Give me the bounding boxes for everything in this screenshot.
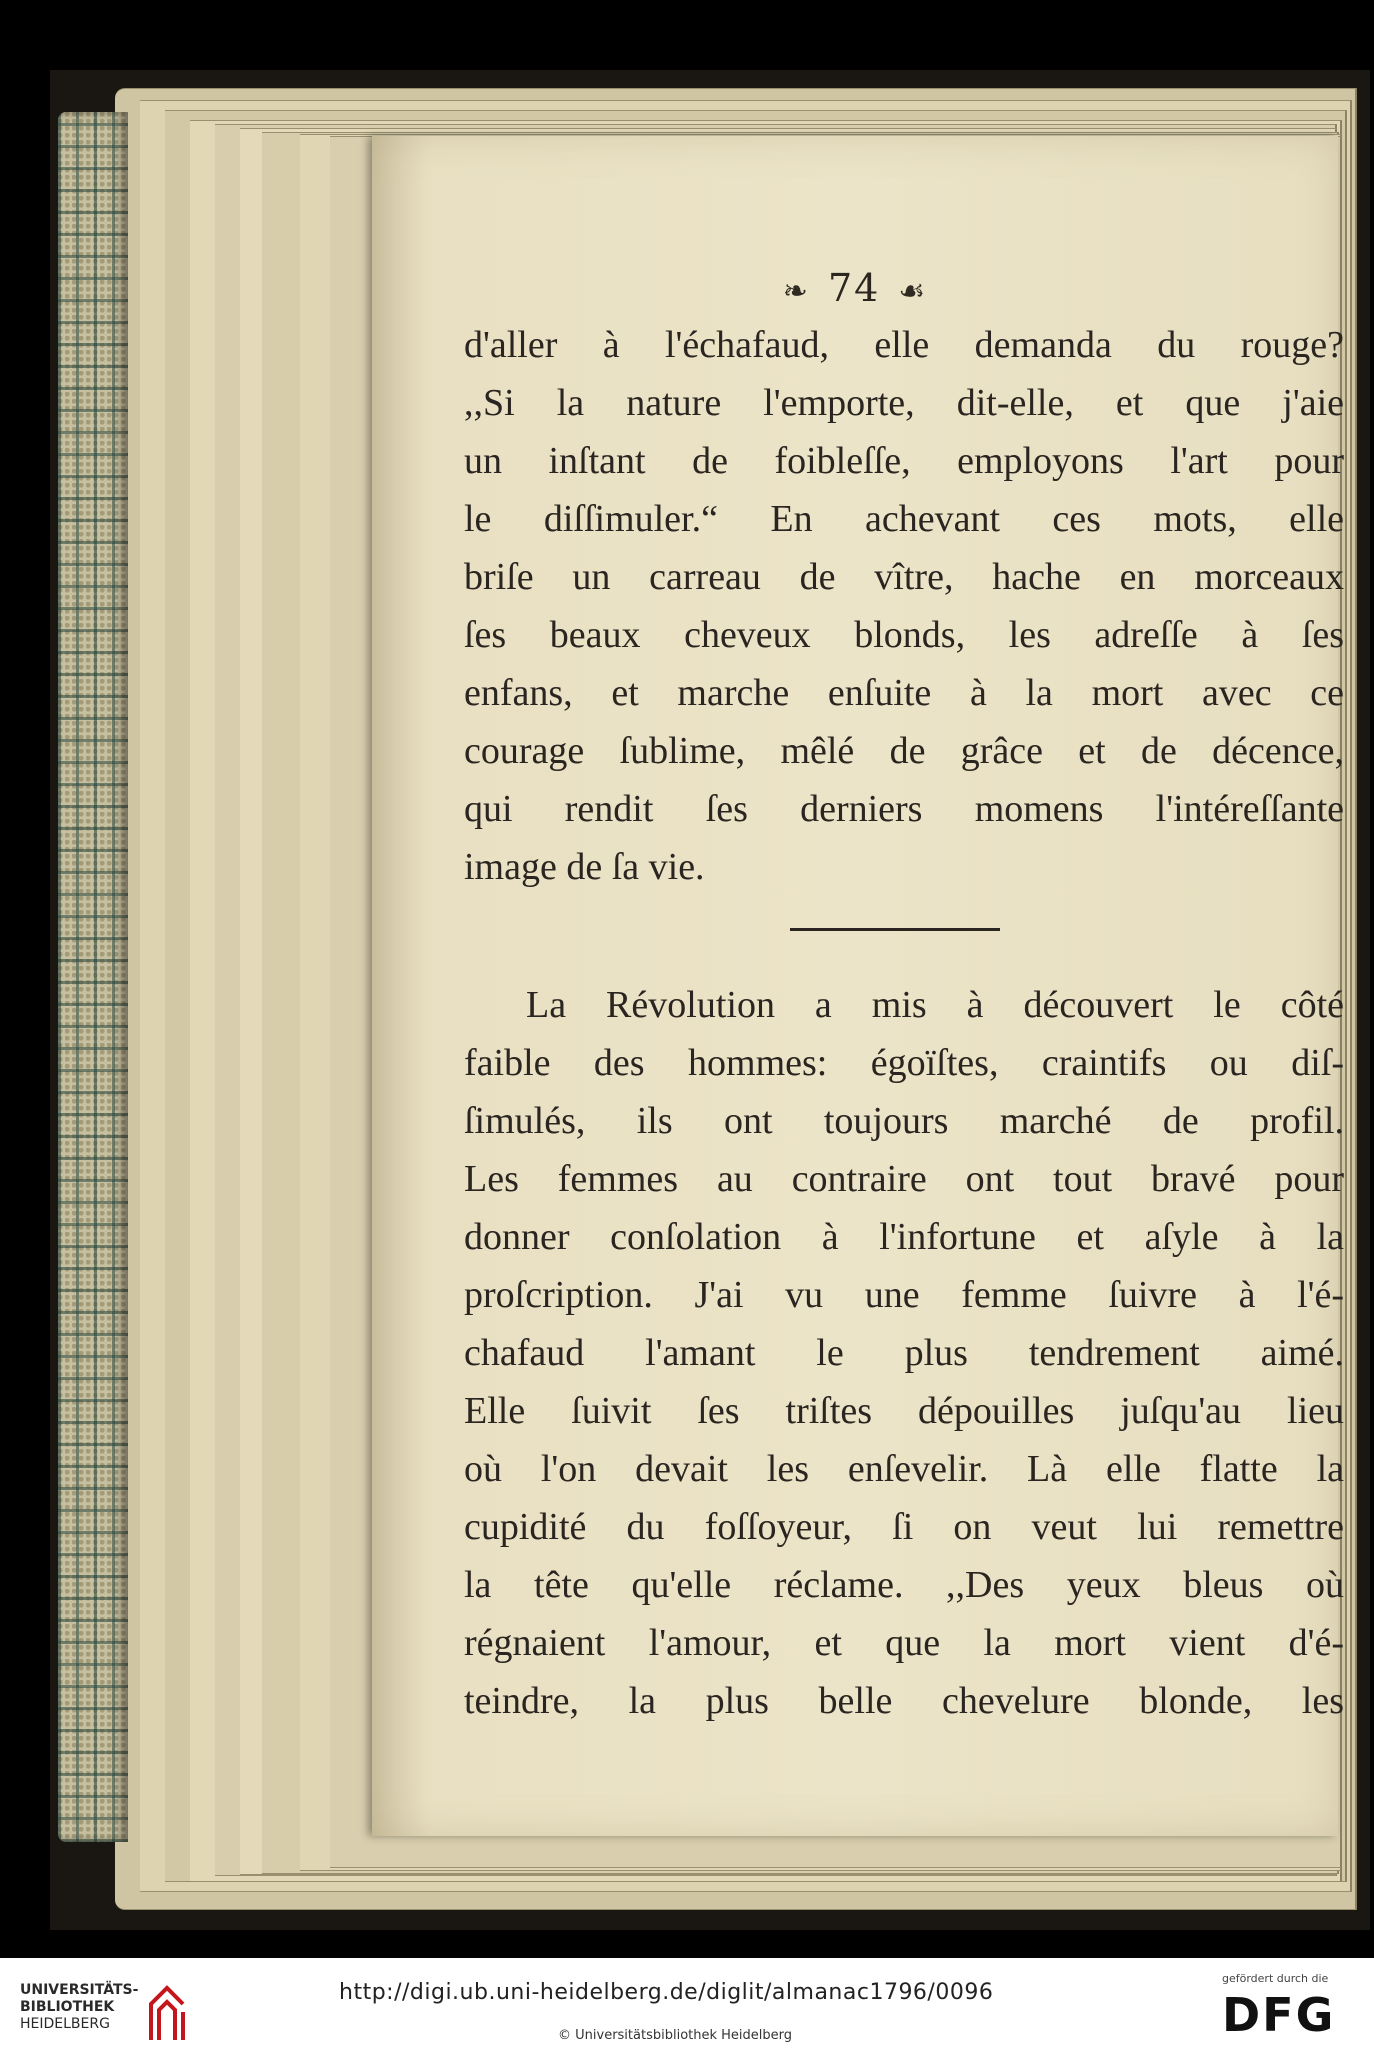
text-line: donner conſolation à l'infortune et aſyle à la: [464, 1216, 1344, 1258]
text-line: teindre, la plus belle chevelure blonde, les: [464, 1680, 1344, 1722]
section-divider: [790, 928, 1000, 931]
text-line: courage ſublime, mêlé de grâce et de décence,: [464, 730, 1344, 772]
text-line: ſes beaux cheveux blonds, les adreſſe à ſes: [464, 614, 1344, 656]
text-line: chafaud l'amant le plus tendrement aimé.: [464, 1332, 1344, 1374]
page-number: [372, 266, 1338, 310]
folio-number: 74: [827, 266, 881, 310]
library-name-line: BIBLIOTHEK: [20, 1999, 115, 2015]
text-line: image de ſa vie.: [464, 846, 705, 888]
dfg-logo: DFG: [1222, 1988, 1336, 2042]
library-name-line: HEIDELBERG: [20, 2016, 110, 2032]
ornament-right-icon: ☙: [898, 274, 928, 309]
funding-caption: gefördert durch die: [1222, 1972, 1329, 1985]
text-line: d'aller à l'échafaud, elle demanda du rouge?: [464, 324, 1344, 366]
text-line: régnaient l'amour, et que la mort vient d'é-: [464, 1622, 1344, 1664]
text-line: proſcription. J'ai vu une femme ſuivre à l'é-: [464, 1274, 1344, 1316]
text-line: ſimulés, ils ont toujours marché de profil.: [464, 1100, 1344, 1142]
copyright-notice: © Universitätsbibliothek Heidelberg: [558, 2028, 793, 2043]
footer-bar: [0, 1958, 1374, 2057]
library-name: [20, 1982, 138, 2033]
book-cover-edge: [58, 112, 128, 1842]
text-line: un inſtant de foibleſſe, employons l'art pour: [464, 440, 1344, 482]
text-line: faible des hommes: égoïſtes, craintifs ou diſ-: [464, 1042, 1344, 1084]
text-line: le diſſimuler.“ En achevant ces mots, elle: [464, 498, 1344, 540]
paragraph-1: [464, 316, 1344, 896]
text-line: briſe un carreau de vître, hache en morceaux: [464, 556, 1344, 598]
text-line: ,,Si la nature l'emporte, dit-elle, et que j'aie: [464, 382, 1344, 424]
text-line: La Révolution a mis à découvert le côté: [526, 984, 1344, 1026]
permalink-url[interactable]: http://digi.ub.uni-heidelberg.de/diglit/almanac1796/0096: [339, 1980, 994, 2005]
text-line: enfans, et marche enſuite à la mort avec ce: [464, 672, 1344, 714]
text-line: qui rendit ſes derniers momens l'intéreſſante: [464, 788, 1344, 830]
text-line: la tête qu'elle réclame. ,,Des yeux bleus où: [464, 1564, 1344, 1606]
paragraph-2: [464, 976, 1344, 1730]
book-page: [372, 136, 1344, 1836]
text-line: Elle ſuivit ſes triſtes dépouilles juſqu'au lieu: [464, 1390, 1344, 1432]
ornament-left-icon: ❧: [782, 274, 810, 309]
text-line: cupidité du foſſoyeur, ſi on veut lui remettre: [464, 1506, 1344, 1548]
text-line: Les femmes au contraire ont tout bravé pour: [464, 1158, 1344, 1200]
library-logo-icon: [145, 1982, 189, 2044]
text-line: où l'on devait les enſevelir. Là elle flatte la: [464, 1448, 1344, 1490]
library-name-line: UNIVERSITÄTS-: [20, 1982, 139, 1998]
